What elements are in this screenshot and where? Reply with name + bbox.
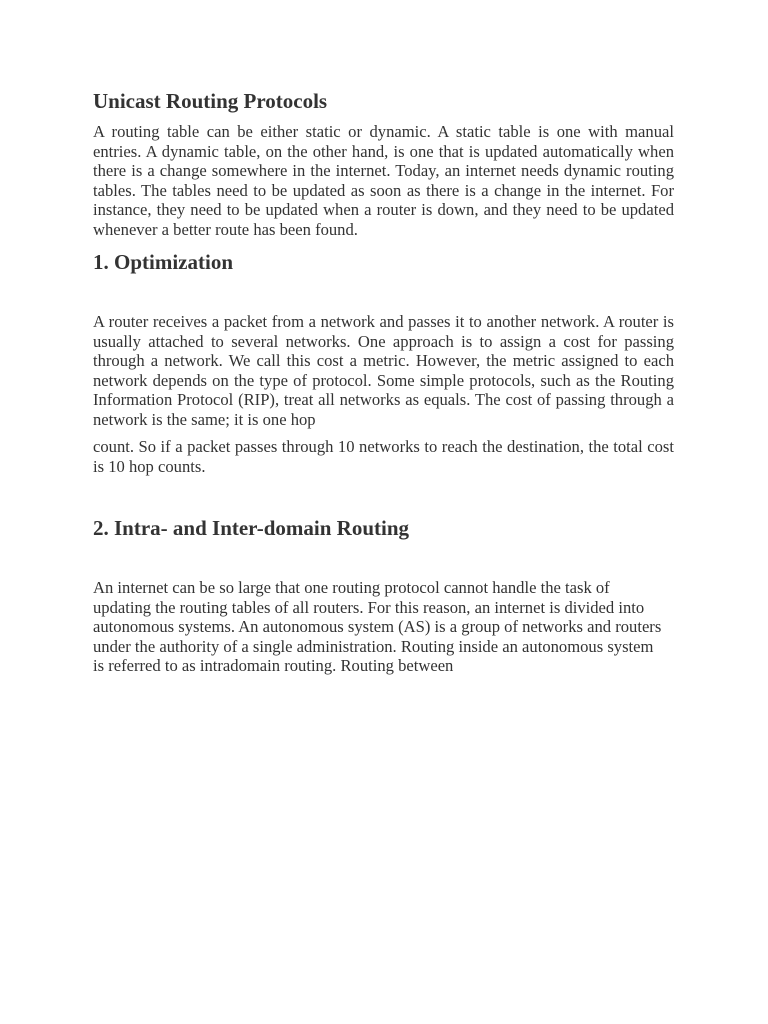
document-title: Unicast Routing Protocols [93, 89, 328, 113]
optimization-paragraph-1: A router receives a packet from a network and passes it to another network. A router is usually attached to several networks. One approach is to assign a cost for passing through a network. We call this cost a metric. However, the metric assigned to each network depends on the type of protocol. Some simple protocols, such as the Routing Information Protocol (RIP), treat all networks as equals. The cost of passing through a network is the same; it is one hop [93, 312, 674, 429]
optimization-paragraph-2: count. So if a packet passes through 10 networks to reach the destination, the total cost is 10 hop counts. [93, 437, 674, 476]
domain-routing-paragraph: An internet can be so large that one routing protocol cannot handle the task of updating the routing tables of all routers. For this reason, an internet is divided into autonomous systems. An autonomous system (AS) is a group of networks and routers under the authority of a single administration. Routing inside an autonomous system is referred to as intradomain routing. Routing between [93, 578, 662, 676]
section-heading-optimization: 1. Optimization [93, 250, 233, 274]
intro-paragraph: A routing table can be either static or dynamic. A static table is one with manual entries. A dynamic table, on the other hand, is one that is updated automatically when there is a change somewhere in the internet. Today, an internet needs dynamic routing tables. The tables need to be updated as soon as there is a change in the internet. For instance, they need to be updated when a router is down, and they need to be updated whenever a better route has been found. [93, 122, 674, 239]
section-heading-domain-routing: 2. Intra- and Inter-domain Routing [93, 516, 410, 540]
